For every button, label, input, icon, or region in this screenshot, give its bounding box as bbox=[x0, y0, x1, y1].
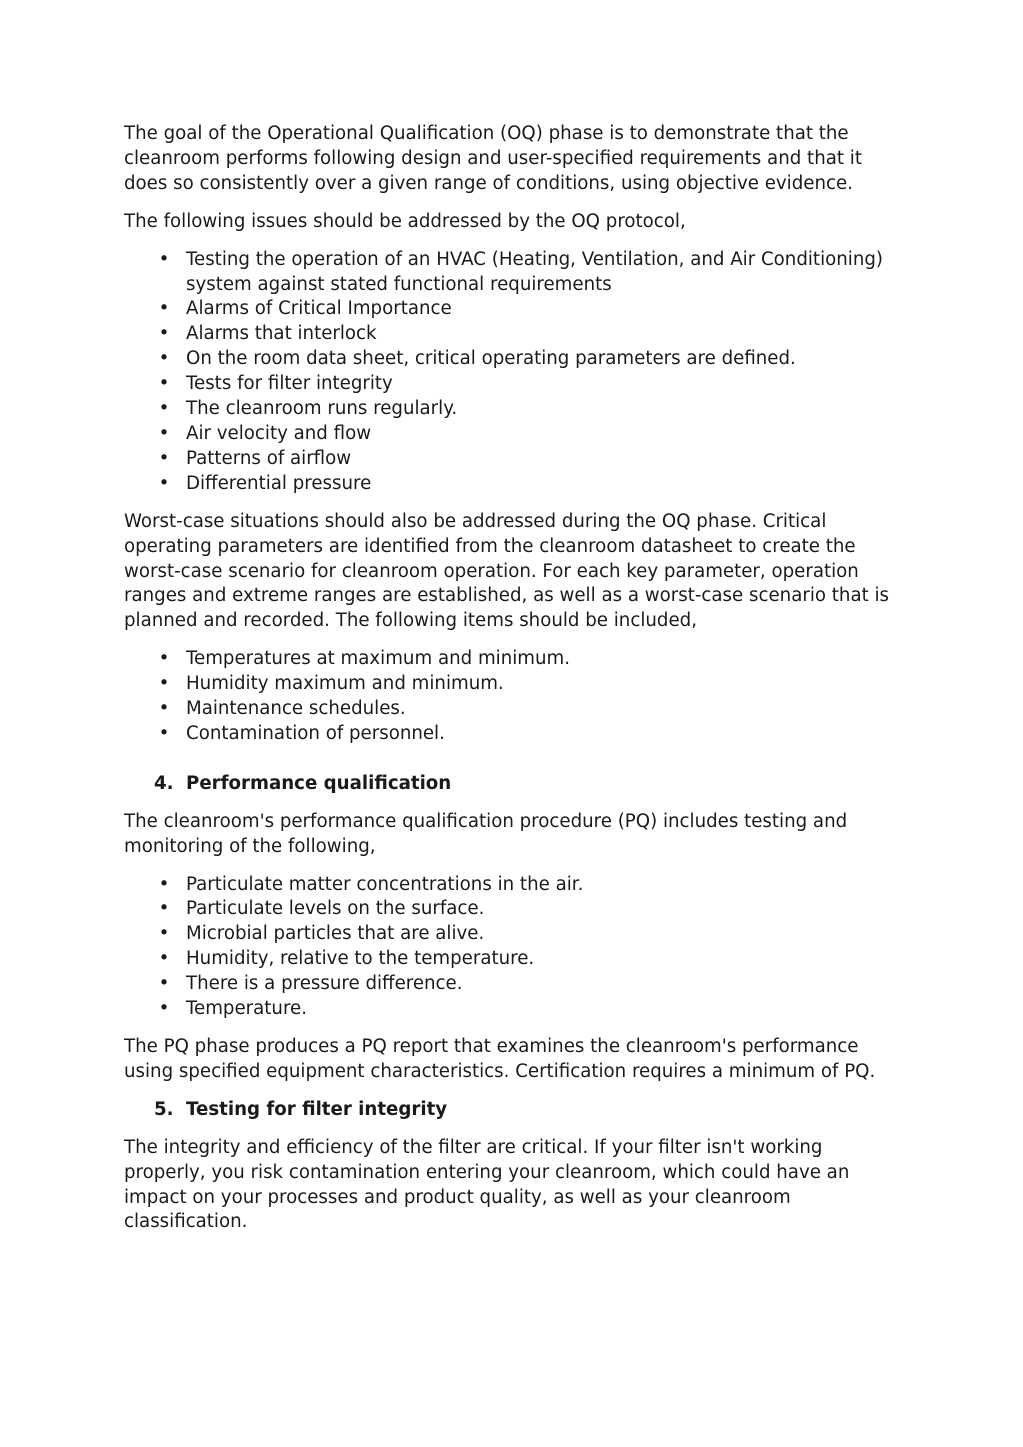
bullet-icon: • bbox=[158, 398, 170, 420]
section-heading-filter-integrity bbox=[124, 1098, 904, 1123]
list-item: • Humidity maximum and minimum. bbox=[124, 672, 904, 697]
bullet-icon: • bbox=[158, 323, 170, 345]
bullet-icon: • bbox=[158, 898, 170, 920]
list-item: • Temperature. bbox=[124, 997, 904, 1022]
list-item: • There is a pressure difference. bbox=[124, 972, 904, 997]
worst-case-paragraph: Worst-case situations should also be addressed during the OQ phase. Critical operating parameters are identified from the cleanroom datasheet to create the worst-case scenario for cleanroom operation. For each key parameter, operation ranges and extreme ranges are established, as well as a worst-case scenario that is planned and recorded. The following items should be included, bbox=[124, 510, 890, 632]
bullet-icon: • bbox=[158, 873, 170, 895]
list-item: • Air velocity and flow bbox=[124, 422, 904, 447]
pq-report-paragraph: The PQ phase produces a PQ report that examines the cleanroom's performance using specified equipment characteristics. Certification requires a minimum of PQ. bbox=[124, 1036, 876, 1082]
list-item: • Patterns of airflow bbox=[124, 447, 904, 472]
bullet-icon: • bbox=[158, 698, 170, 720]
oq-issues-list bbox=[124, 248, 904, 497]
bullet-icon: • bbox=[158, 348, 170, 370]
list-item: • Alarms of Critical Importance bbox=[124, 297, 904, 322]
intro-paragraph: The goal of the Operational Qualification (OQ) phase is to demonstrate that the cleanroom performs following design and user-specified requirements and that it does so consistently over a given range of conditions, using objective evidence. bbox=[124, 123, 862, 194]
list-item: • Particulate levels on the surface. bbox=[124, 897, 904, 922]
list-item: • Temperatures at maximum and minimum. bbox=[124, 647, 904, 672]
bullet-icon: • bbox=[158, 422, 170, 444]
list-item: • Testing the operation of an HVAC (Heating, Ventilation, and Air Conditioning) system against stated functional requirements bbox=[124, 248, 904, 298]
list-item: • Alarms that interlock bbox=[124, 322, 904, 347]
worst-case-list bbox=[124, 647, 904, 747]
section-title: Performance qualification bbox=[186, 772, 452, 794]
pq-list bbox=[124, 873, 904, 1022]
list-item: • Differential pressure bbox=[124, 472, 904, 497]
bullet-icon: • bbox=[158, 923, 170, 945]
list-item: • Contamination of personnel. bbox=[124, 722, 904, 747]
list-item: • Microbial particles that are alive. bbox=[124, 922, 904, 947]
section-heading-performance-qualification bbox=[124, 772, 904, 797]
bullet-icon: • bbox=[158, 648, 170, 670]
oq-protocol-intro: The following issues should be addressed by the OQ protocol, bbox=[124, 210, 686, 232]
bullet-icon: • bbox=[158, 973, 170, 995]
section-title: Testing for filter integrity bbox=[186, 1098, 448, 1120]
bullet-icon: • bbox=[158, 373, 170, 395]
bullet-icon: • bbox=[158, 447, 170, 469]
filter-integrity-paragraph: The integrity and efficiency of the filter are critical. If your filter isn't working properly, you risk contamination entering your cleanroom, which could have an impact on your processes and product quality, as well as your cleanroom classification. bbox=[124, 1136, 850, 1233]
section-number: 4. bbox=[154, 772, 174, 794]
bullet-icon: • bbox=[158, 948, 170, 970]
list-item: • On the room data sheet, critical operating parameters are defined. bbox=[124, 347, 904, 372]
list-item: • Maintenance schedules. bbox=[124, 697, 904, 722]
bullet-icon: • bbox=[158, 248, 170, 270]
document-page bbox=[124, 122, 904, 1248]
bullet-icon: • bbox=[158, 722, 170, 744]
section-number: 5. bbox=[154, 1098, 174, 1120]
list-item: • Particulate matter concentrations in the air. bbox=[124, 873, 904, 898]
list-item: • The cleanroom runs regularly. bbox=[124, 397, 904, 422]
pq-paragraph: The cleanroom's performance qualification procedure (PQ) includes testing and monitoring of the following, bbox=[124, 810, 848, 857]
bullet-icon: • bbox=[158, 298, 170, 320]
bullet-icon: • bbox=[158, 673, 170, 695]
bullet-icon: • bbox=[158, 472, 170, 494]
bullet-icon: • bbox=[158, 998, 170, 1020]
list-item: • Humidity, relative to the temperature. bbox=[124, 947, 904, 972]
list-item: • Tests for filter integrity bbox=[124, 372, 904, 397]
